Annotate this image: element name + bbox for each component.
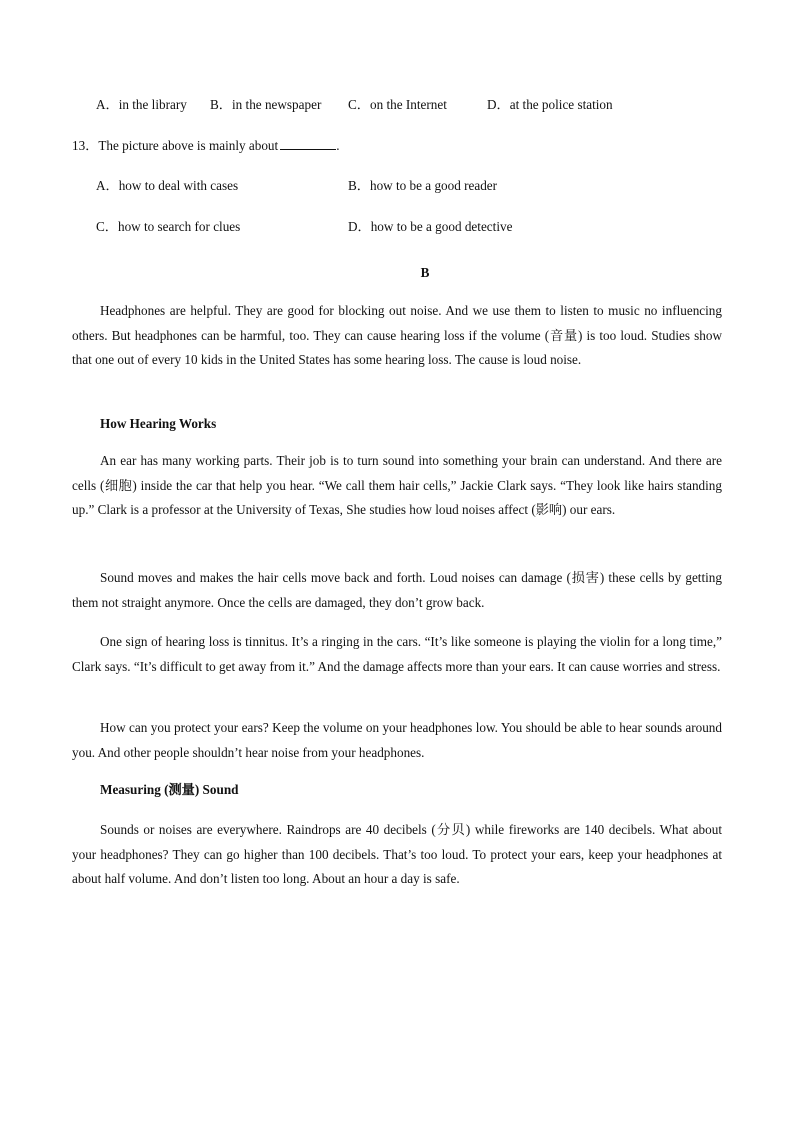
paragraph-2: Sound moves and makes the hair cells move back and forth. Loud noises can damage (损害) these cells by getting them not straight anymore. Once the cells are damaged, they don’t grow back. bbox=[72, 570, 722, 610]
q13-option-c: C．how to search for clues bbox=[96, 219, 241, 234]
q13-stem-text: 13．The picture above is mainly about bbox=[72, 138, 279, 153]
q12-option-c: C．on the Internet bbox=[348, 97, 447, 112]
heading-how-hearing-works: How Hearing Works bbox=[100, 416, 217, 431]
q12-option-b: B．in the newspaper bbox=[210, 97, 322, 112]
answer-blank bbox=[280, 137, 336, 150]
q12-option-d: D．at the police station bbox=[487, 97, 613, 112]
q13-stem-end: . bbox=[336, 138, 340, 153]
heading-measuring-sound: Measuring (测量) Sound bbox=[100, 782, 239, 797]
paragraph-3: One sign of hearing loss is tinnitus. It’s a ringing in the cars. “It’s like someone is playing the violin for a long time,” Clark says. “It’s difficult to get away from it.” And the damage affects more than your ears. It can cause worries and stress. bbox=[72, 634, 722, 674]
paragraph-5: Sounds or noises are everywhere. Raindrops are 40 decibels (分贝) while fireworks are 140 decibels. What about your headphones? They can go higher than 100 decibels. That’s too loud. To protect your ears, keep your headphones at about half volume. And don’t listen too long. About an hour a day is safe. bbox=[72, 822, 722, 887]
q13-option-a: A．how to deal with cases bbox=[96, 178, 239, 193]
passage-intro: Headphones are helpful. They are good for blocking out noise. And we use them to listen to music no influencing others. But headphones can be harmful, too. They can cause hearing loss if the volume (音量) is too loud. Studies show that one out of every 10 kids in the United States has some hearing loss. The cause is loud noise. bbox=[72, 303, 722, 368]
section-label: B bbox=[420, 265, 430, 280]
q13-option-b: B．how to be a good reader bbox=[348, 178, 498, 193]
paragraph-4: How can you protect your ears? Keep the volume on your headphones low. You should be able to hear sounds around you. And other people shouldn’t hear noise from your headphones. bbox=[72, 720, 722, 760]
paragraph-1: An ear has many working parts. Their job is to turn sound into something your brain can understand. And there are cells (细胞) inside the car that help you hear. “We call them hair cells,” Jackie Clark says. “They look like hairs standing up.” Clark is a professor at the University of Texas, She studies how loud noises affect (影响) our ears. bbox=[72, 453, 722, 518]
q12-option-a: A．in the library bbox=[96, 97, 187, 112]
q13-option-d: D．how to be a good detective bbox=[348, 219, 513, 234]
q13-stem bbox=[72, 137, 339, 155]
